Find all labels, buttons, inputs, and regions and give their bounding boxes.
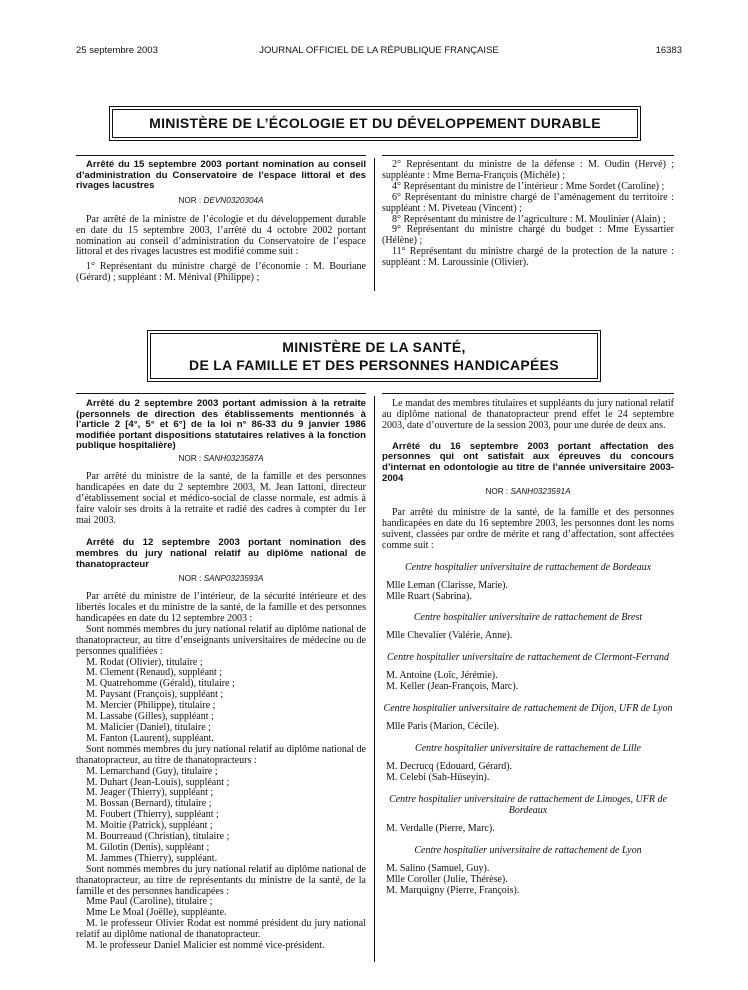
arrete-body: Par arrêté du ministre de l’intérieur, de la sécurité intérieure et des libertés locales et du ministre de la santé, de la famille et des personnes handicapées en date du 12 septembre 2003 : [76,591,366,624]
section2-left-column [76,399,366,952]
assigned-person: Mlle Leman (Clarisse, Marie). [386,579,508,591]
section1-right-column [382,160,674,269]
assigned-person: M. Salino (Samuel, Guy). [386,862,490,874]
arrete-body: Par arrêté de la ministre de l’écologie et du développement durable en date du 15 septembre 2003, l’arrêté du 4 octobre 2002 portant nomination au conseil d’administration du Conservatoire de l’espace littoral et des rivages lacustres est modifié comme suit : [76,213,366,258]
nor-reference: NOR : SANH0323591A [485,487,571,497]
jury-member: M. Foubert (Thierry), suppléant ; [86,809,219,821]
jury-member: M. Lemarchand (Guy), titulaire ; [86,765,218,777]
jury-member: M. Jammes (Thierry), suppléant. [86,852,218,864]
jury-member: M. Lassabe (Gilles), suppléant ; [86,711,214,723]
divider [76,155,366,156]
assigned-person: M. Keller (Jean-François, Marc). [386,681,519,693]
centres-list [382,562,674,897]
list-item: 8° Représentant du ministre de l’agriculture : M. Moulinier (Alain) ; [392,213,666,225]
jury-member: M. Rodat (Olivier), titulaire ; [86,656,203,668]
assigned-person: Mlle Paris (Marion, Cécile). [386,721,500,733]
jury-member: M. Gilotin (Denis), suppléant ; [86,841,210,853]
jury-member: M. Bourreaud (Christian), titulaire ; [86,831,230,843]
nor-reference: NOR : SANP0323593A [178,574,264,584]
column-divider [374,396,375,962]
header-date: 25 septembre 2003 [76,45,158,56]
jury-member: M. Quatrehomme (Gérald), titulaire ; [86,678,235,690]
assigned-person: Mlle Ruart (Sabrina). [386,590,472,602]
jury-list [76,897,366,919]
assigned-person: Mlle Chevalier (Valérie, Anne). [386,630,513,642]
jury-member: M. Jeager (Thierry), suppléant ; [86,787,214,799]
arrete-body: Par arrêté du ministre de la santé, de la famille et des personnes handicapées en date du 16 septembre 2003, les personnes dont les noms suivent, classées par ordre de mérite et rang d’affectation, sont affectées comme suit : [382,507,674,551]
centre-heading: Centre hospitalier universitaire de rattachement de Dijon, UFR de Lyon [383,703,673,715]
header-page-number: 16383 [655,45,682,56]
assigned-person: M. Marquigny (Pierre, François). [386,884,520,896]
jury-member: M. Paysant (François), suppléant ; [86,689,224,701]
jury-member: M. Bossan (Bernard), titulaire ; [86,798,212,810]
arrete-title: Arrêté du 12 septembre 2003 portant nomination des membres du jury national relatif au diplôme national de thanatopracteur [76,537,366,570]
divider [382,155,674,156]
nor-reference: NOR : SANH0323587A [178,453,264,463]
divider [76,393,366,394]
centre-heading: Centre hospitalier universitaire de rattachement de Lille [415,743,641,755]
ministry-sante-heading: MINISTÈRE DE LA SANTÉ, DE LA FAMILLE ET DES PERSONNES HANDICAPÉES [150,333,598,379]
section2-right-column [382,399,674,897]
divider [382,393,674,394]
jury-member: Mme Paul (Caroline), titulaire ; [86,896,213,908]
jury-member: M. Moitie (Patrick), suppléant ; [86,820,213,832]
centre-heading: Centre hospitalier universitaire de rattachement de Brest [413,612,643,624]
list-item: 6° Représentant du ministre chargé de l’aménagement du territoire : suppléant : M. Piveteau (Vincent) ; [382,191,674,214]
list-item: 2° Représentant du ministre de la défense : M. Oudin (Hervé) ; suppléante : Mme Berna-François (Michèle) ; [382,159,674,181]
centre-heading: Centre hospitalier universitaire de rattachement de Clermont-Ferrand [387,652,669,664]
jury-list [76,658,366,745]
jury-member: M. Duhart (Jean-Louis), suppléant ; [86,776,230,788]
paragraph: M. le professeur Olivier Rodat est nommé président du jury national relatif au diplôme national de thanatopracteur. [76,918,366,941]
jury-list [76,767,366,865]
page-header [76,45,682,59]
arrete-title: Arrêté du 15 septembre 2003 portant nomination au conseil d’administration du Conservatoire de l’espace littoral et des rivages lacustres [76,159,366,192]
centre-heading: Centre hospitalier universitaire de rattachement de Limoges, UFR de Bordeaux [389,793,667,816]
assigned-person: Mlle Coroller (Julie, Thérèse). [386,873,508,885]
jury-member: M. Mercier (Philippe), titulaire ; [86,700,216,712]
assigned-person: M. Decrucq (Edouard, Gérard). [386,761,513,773]
jury-member: M. Fanton (Laurent), suppléant. [86,732,214,744]
assigned-person: M. Celebi (Sah-Hüseyin). [386,771,490,783]
arrete-title: Arrêté du 16 septembre 2003 portant affectation des personnes qui ont satisfait aux épreuves du concours d’internat en odontologie au titre de l’année universitaire 2003-2004 [382,440,674,484]
list-item: 1° Représentant du ministre chargé de l’économie : M. Bouriane (Gérard) ; suppléant : M. Ménival (Philippe) ; [76,261,366,284]
jury-member: Mme Le Moal (Joëlle), suppléante. [86,907,227,919]
assigned-person: M. Antoine (Loïc, Jérémie). [386,670,498,682]
column-divider [374,158,375,291]
arrete-title: Arrêté du 2 septembre 2003 portant admission à la retraite (personnels de direction des établissements mentionnés à l’article 2 [4°, 5° et 6°] de la loi n° 86-33 du 9 janvier 1986 modifiée portant dispositions statutaires relatives à la fonction publique hospitalière) [76,398,366,452]
list-item: 11° Représentant du ministre chargé de la protection de la nature : suppléant : M. Laroussinie (Olivier). [382,246,674,269]
jury-member: M. Malicier (Daniel), titulaire ; [86,721,211,733]
jury-member: M. Clement (Renaud), suppléant ; [86,667,223,679]
nor-reference: NOR : DEVN0320304A [178,195,264,205]
header-journal: JOURNAL OFFICIEL DE LA RÉPUBLIQUE FRANÇAISE [259,45,499,56]
section1-left-column [76,160,366,284]
paragraph: Sont nommés membres du jury national relatif au diplôme national de thanatopracteur, au titre d’enseignants universitaires de médecine ou de personnes qualifiées : [76,623,366,657]
paragraph: M. le professeur Daniel Malicier est nommé vice-président. [86,940,325,952]
assigned-person: M. Verdalle (Pierre, Marc). [386,822,495,834]
list-item: 9° Représentant du ministre chargé du budget : Mme Eyssartier (Hélène) ; [382,224,674,247]
centre-heading: Centre hospitalier universitaire de rattachement de Bordeaux [404,561,652,573]
centre-heading: Centre hospitalier universitaire de rattachement de Lyon [414,844,642,856]
list-item: 4° Représentant du ministre de l’intérieur : Mme Sordet (Caroline) ; [392,180,665,192]
ministry-ecologie-heading: MINISTÈRE DE L’ÉCOLOGIE ET DU DÉVELOPPEMENT DURABLE [112,109,638,138]
paragraph: Sont nommés membres du jury national relatif au diplôme national de thanatopracteur, au titre de thanatopracteurs : [76,743,366,766]
paragraph: Le mandat des membres titulaires et suppléants du jury national relatif au diplôme national de thanatopracteur prend effet le 24 septembre 2003, date d’ouverture de la session 2003, pour une durée de deux ans. [382,398,674,431]
arrete-body: Par arrêté du ministre de la santé, de la famille et des personnes handicapées en date du 2 septembre 2003, M. Jean Iattoni, directeur d’établissement social et médico-social de classe normale, est admis à faire valoir ses droits à la retraite et radié des cadres à compter du 1er mai 2003. [76,470,366,526]
paragraph: Sont nommés membres du jury national relatif au diplôme national de thanatopracteur, au titre de représentants du ministre de la santé, de la famille et des personnes handicapées : [76,863,366,897]
